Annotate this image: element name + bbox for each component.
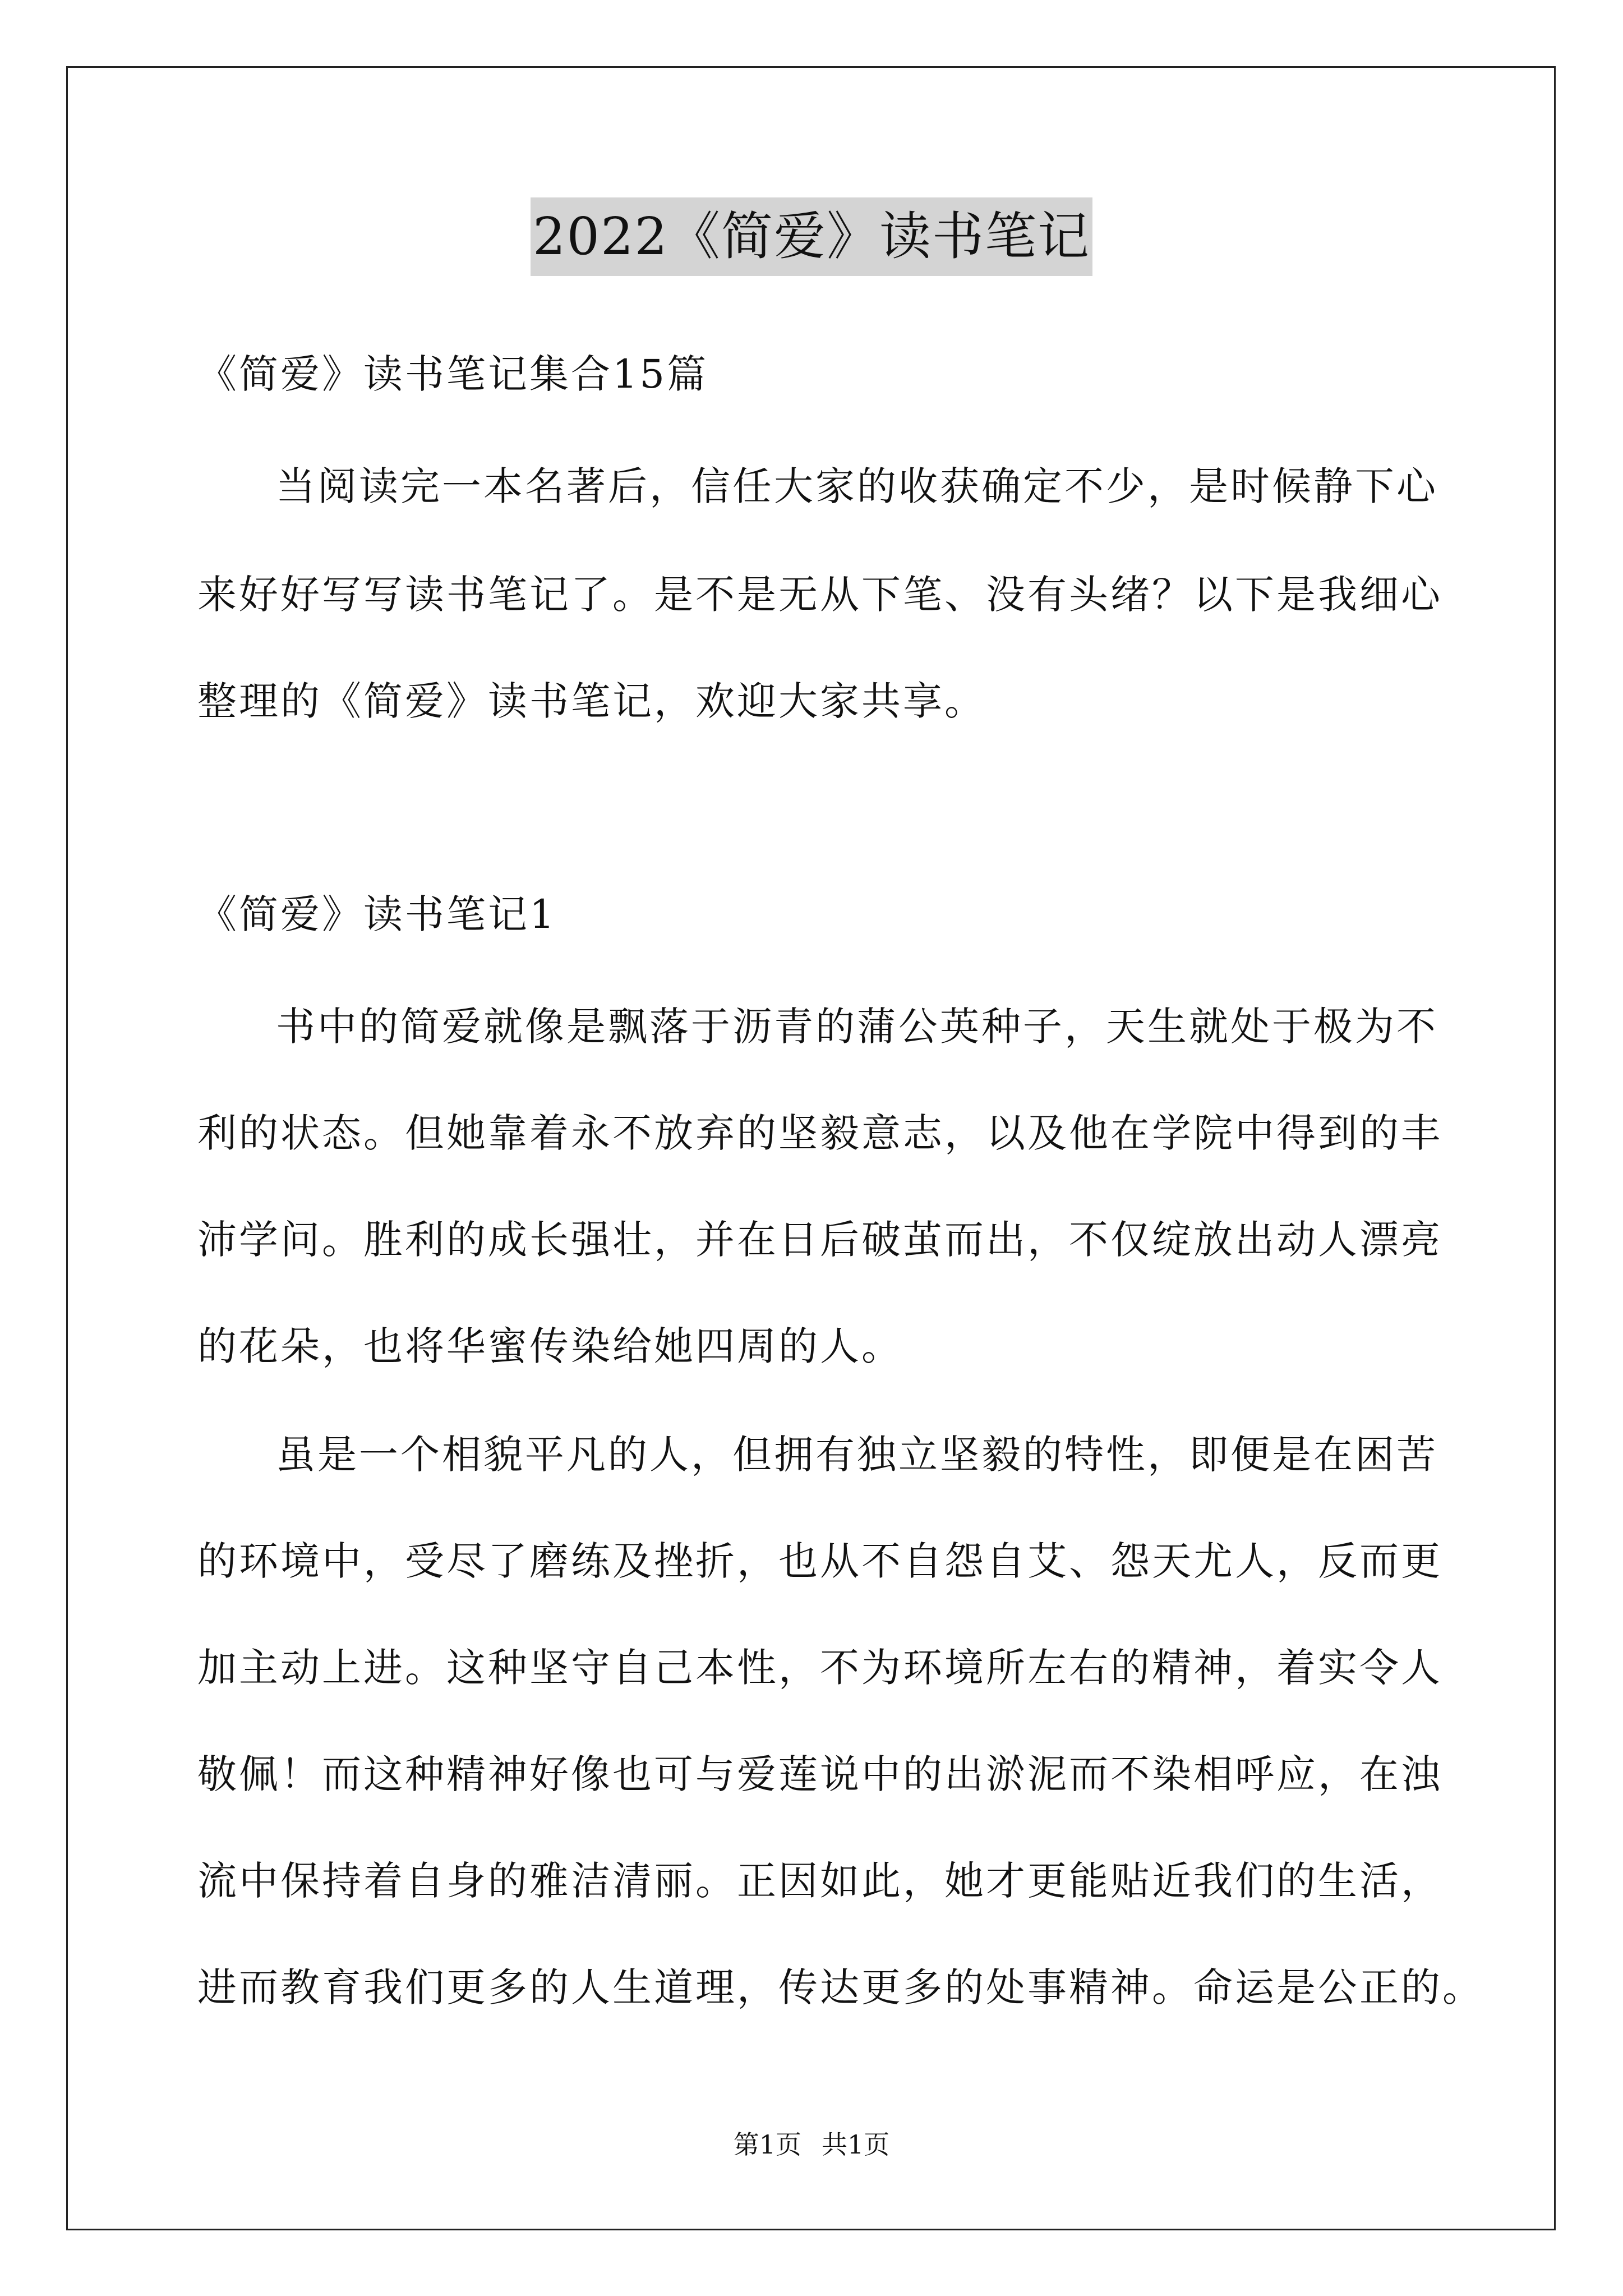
section-heading: 《简爱》读书笔记1 <box>197 891 557 937</box>
intro-line-1: 当阅读完一本名著后，信任大家的收获确定不少，是时候静下心 <box>276 463 1438 509</box>
para1-line-1: 书中的简爱就像是飘落于沥青的蒲公英种子，天生就处于极为不 <box>276 1004 1438 1050</box>
para2-line-2: 的环境中，受尽了磨练及挫折，也从不自怨自艾、怨天尤人，反而更 <box>197 1538 1442 1584</box>
para2-line-4: 敬佩！而这种精神好像也可与爱莲说中的出淤泥而不染相呼应，在浊 <box>197 1751 1442 1797</box>
intro-line-2: 来好好写写读书笔记了。是不是无从下笔、没有头绪？以下是我细心 <box>197 572 1442 618</box>
page-total: 共1页 <box>822 2129 890 2160</box>
para2-line-6: 进而教育我们更多的人生道理，传达更多的处事精神。命运是公正的。 <box>197 1964 1484 2010</box>
intro-line-3: 整理的《简爱》读书笔记，欢迎大家共享。 <box>197 678 986 724</box>
para2-line-5: 流中保持着自身的雅洁清丽。正因如此，她才更能贴近我们的生活， <box>197 1858 1442 1904</box>
para1-line-4: 的花朵，也将华蜜传染给她四周的人。 <box>197 1323 903 1369</box>
document-title: 2022《简爱》读书笔记 <box>531 197 1092 276</box>
page-footer <box>0 2128 1623 2161</box>
para1-line-2: 利的状态。但她靠着永不放弃的坚毅意志，以及他在学院中得到的丰 <box>197 1110 1442 1156</box>
page-number: 第1页 <box>733 2129 801 2160</box>
para2-line-3: 加主动上进。这种坚守自己本性，不为环境所左右的精神，着实令人 <box>197 1645 1442 1691</box>
para2-line-1: 虽是一个相貌平凡的人，但拥有独立坚毅的特性，即便是在困苦 <box>276 1432 1438 1478</box>
document-subtitle: 《简爱》读书笔记集合15篇 <box>197 351 709 397</box>
para1-line-3: 沛学问。胜利的成长强壮，并在日后破茧而出，不仅绽放出动人漂亮 <box>197 1217 1442 1263</box>
title-container <box>0 197 1623 276</box>
